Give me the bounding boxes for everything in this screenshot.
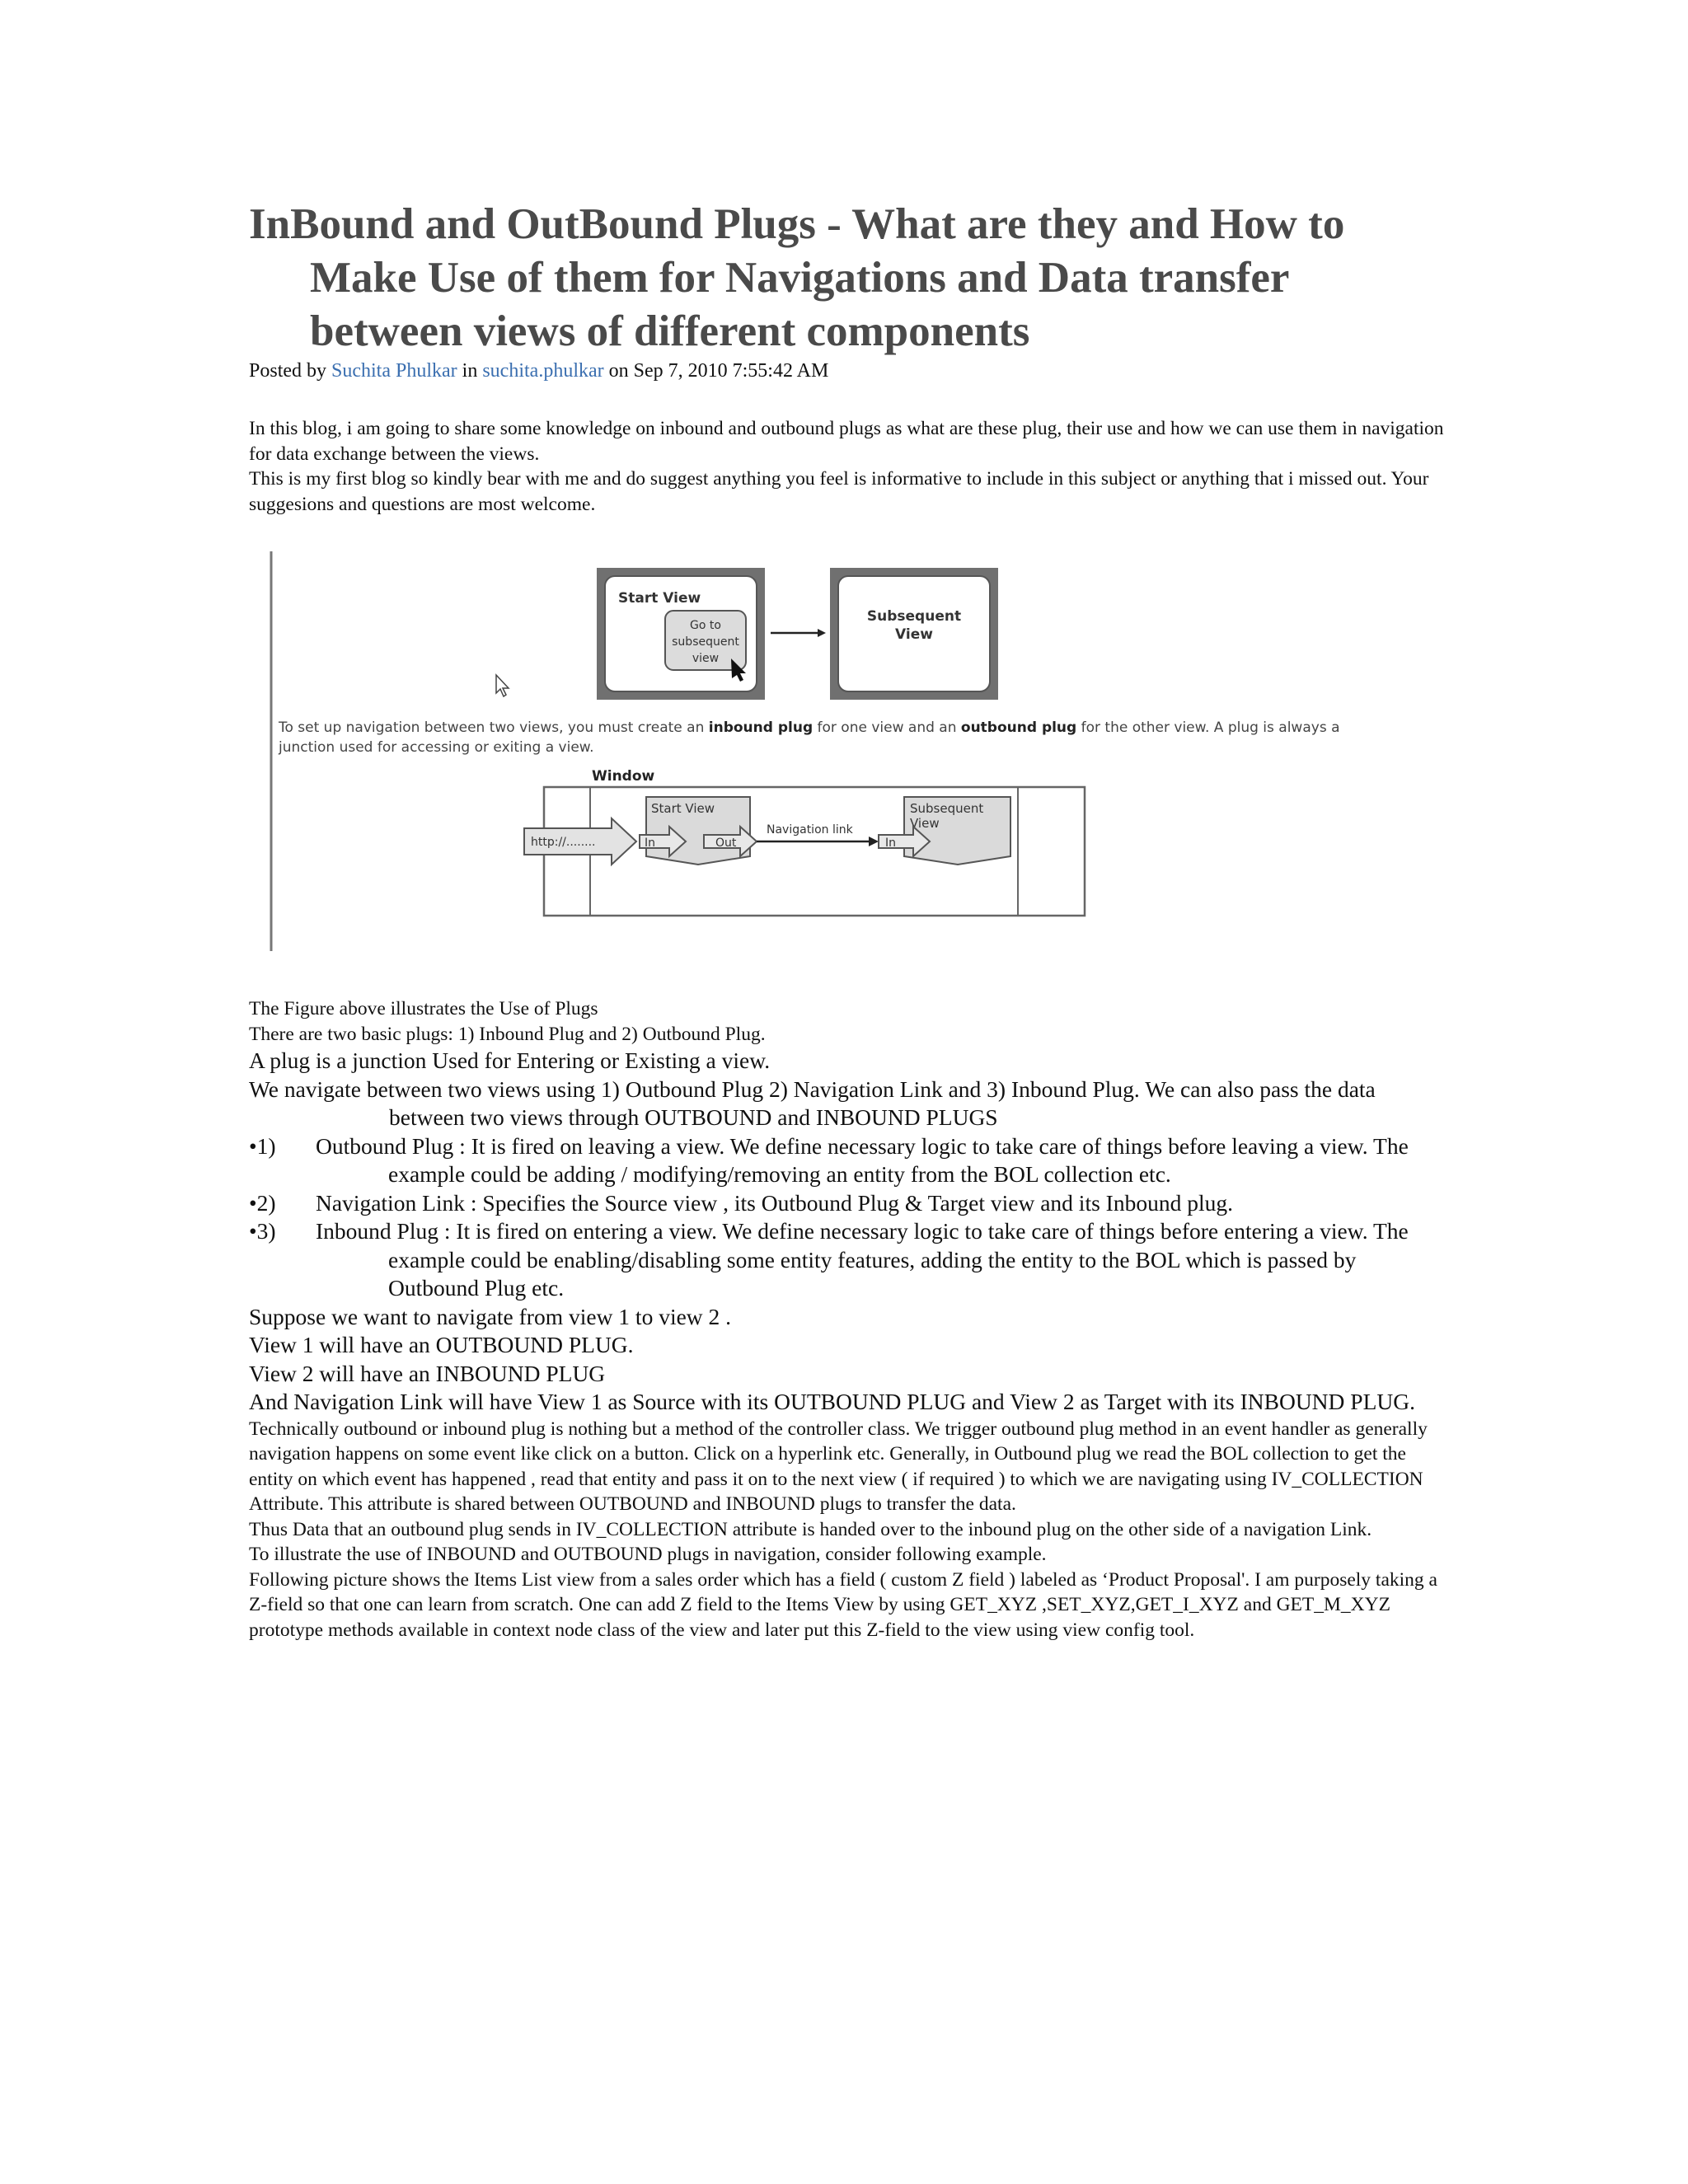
- navigation-link-label: Navigation link: [767, 823, 853, 837]
- list-item: [249, 1189, 1452, 1218]
- subsequent-label2: View: [895, 626, 933, 643]
- intro-section: [249, 416, 1452, 517]
- page-title: InBound and OutBound Plugs - What are they and How to Make Use of them for Navigations and Data transfer between views of different components: [249, 200, 1345, 355]
- window-label: Window: [592, 768, 655, 785]
- lower-subsequent-label2: View: [910, 816, 940, 831]
- suppose-line: View 1 will have an OUTBOUND PLUG.: [249, 1332, 634, 1357]
- plug-list: [249, 1132, 1452, 1303]
- suppose-line: Suppose we want to navigate from view 1 to view 2 .: [249, 1303, 732, 1329]
- lower-subsequent-label1: Subsequent: [910, 801, 984, 816]
- list-item-text: Outbound Plug : It is fired on leaving a view. We define necessary logic to take care of things before leaving a view. The example could be adding / modifying/removing an entity from the BOL collection etc.: [316, 1132, 1409, 1187]
- in-label: in: [462, 360, 478, 382]
- in-plug-label: In: [645, 837, 656, 850]
- list-item-number: •3): [249, 1218, 276, 1244]
- list-item: [249, 1217, 1452, 1303]
- caption-text-2: for one view and an: [817, 719, 957, 736]
- go-to-line1: Go to: [690, 619, 721, 632]
- go-to-line2: subsequent: [672, 635, 739, 649]
- blog-content: [249, 198, 1452, 1643]
- list-item-number: •1): [249, 1132, 276, 1159]
- top-arrowhead: [818, 629, 826, 637]
- subsequent-label1: Subsequent: [866, 608, 962, 625]
- pointer-icon: [496, 675, 509, 696]
- figure-note: The Figure above illustrates the Use of Plugs: [249, 998, 598, 1019]
- caption-text-3: for the other view. A plug is always a junction used for accessing or exiting a view.: [279, 719, 1340, 756]
- closing-paragraph: Following picture shows the Items List view from a sales order which has a field ( custom Z field ) labeled as ‘Product Proposal'. I am purposely taking a Z-field so that one can learn from scratch. One can add Z field to the Items View by using GET_XYZ ,SET_XYZ,GET_I_XYZ and GET_M_XYZ prototype methods available in context node class of the view and later put this Z-field to the view using view config tool.: [249, 1568, 1437, 1641]
- closing-paragraph: To illustrate the use of INBOUND and OUTBOUND plugs in navigation, consider following example.: [249, 1544, 1047, 1565]
- space-link[interactable]: suchita.phulkar: [482, 360, 604, 382]
- start-view-label: Start View: [618, 590, 701, 607]
- suppose-line: View 2 will have an INBOUND PLUG: [249, 1360, 606, 1386]
- plugs-figure: [249, 535, 1452, 996]
- caption-text-1: To set up navigation between two views, you must create an: [279, 719, 705, 736]
- http-label: http://........: [531, 836, 596, 849]
- closing-paragraph: Technically outbound or inbound plug is nothing but a method of the controller class. We trigger outbound plug method in an event handler as generally navigation happens on some event like click on a button. Click on a hyperlink etc. Generally, in Outbound plug we read the BOL collection to get the entity on which event has happened , read that entity and pass it on to the next view ( if required ) to which we are navigating using IV_COLLECTION Attribute. This attribute is shared between OUTBOUND and INBOUND plugs to transfer the data.: [249, 1418, 1428, 1515]
- lower-start-view-label: Start View: [651, 801, 715, 816]
- figure-note: There are two basic plugs: 1) Inbound Plug and 2) Outbound Plug.: [249, 1023, 766, 1045]
- out-plug-label: Out: [715, 837, 737, 850]
- caption-bold-inbound: inbound plug: [708, 719, 814, 736]
- list-item-text: Inbound Plug : It is fired on entering a view. We define necessary logic to take care of things before entering a view. The example could be enabling/disabling some entity features, adding the entity to the BOL which is passed by Outbound Plug etc.: [316, 1218, 1409, 1301]
- plugs-diagram: [249, 535, 1452, 996]
- in-plug-2-label: In: [885, 837, 897, 850]
- list-item: [249, 1132, 1452, 1189]
- figure-notes: [249, 996, 1452, 1047]
- figure-caption: [279, 718, 1350, 757]
- intro-paragraph: This is my first blog so kindly bear with me and do suggest anything you feel is informative to include in this subject or anything that i missed out. Your suggesions and questions are most welcome.: [249, 468, 1429, 515]
- intro-paragraph: In this blog, i am going to share some knowledge on inbound and outbound plugs as what are these plug, their use and how we can use them in navigation for data exchange between the views.: [249, 418, 1444, 465]
- posted-by-label: Posted by: [249, 360, 327, 382]
- junction-line: A plug is a junction Used for Entering or Existing a view.: [249, 1047, 771, 1073]
- navigation-link-paragraph: And Navigation Link will have View 1 as Source with its OUTBOUND PLUG and View 2 as Target with its INBOUND PLUG.: [249, 1389, 1415, 1414]
- byline: [249, 359, 1452, 383]
- caption-bold-outbound: outbound plug: [960, 719, 1077, 736]
- navigate-paragraph: We navigate between two views using 1) Outbound Plug 2) Navigation Link and 3) Inbound Plug. We can also pass the data between two views through OUTBOUND and INBOUND PLUGS: [249, 1076, 1376, 1130]
- post-date: on Sep 7, 2010 7:55:42 AM: [608, 360, 829, 382]
- author-link[interactable]: Suchita Phulkar: [331, 360, 457, 382]
- list-item-number: •2): [249, 1189, 276, 1216]
- go-to-line3: view: [692, 652, 720, 665]
- closing-section: [249, 1417, 1452, 1643]
- list-item-text: Navigation Link : Specifies the Source view , its Outbound Plug & Target view and its Inbound plug.: [316, 1189, 1233, 1216]
- closing-paragraph: Thus Data that an outbound plug sends in IV_COLLECTION attribute is handed over to the inbound plug on the other side of a navigation Link.: [249, 1518, 1372, 1540]
- plug-explanation: [249, 1047, 1452, 1417]
